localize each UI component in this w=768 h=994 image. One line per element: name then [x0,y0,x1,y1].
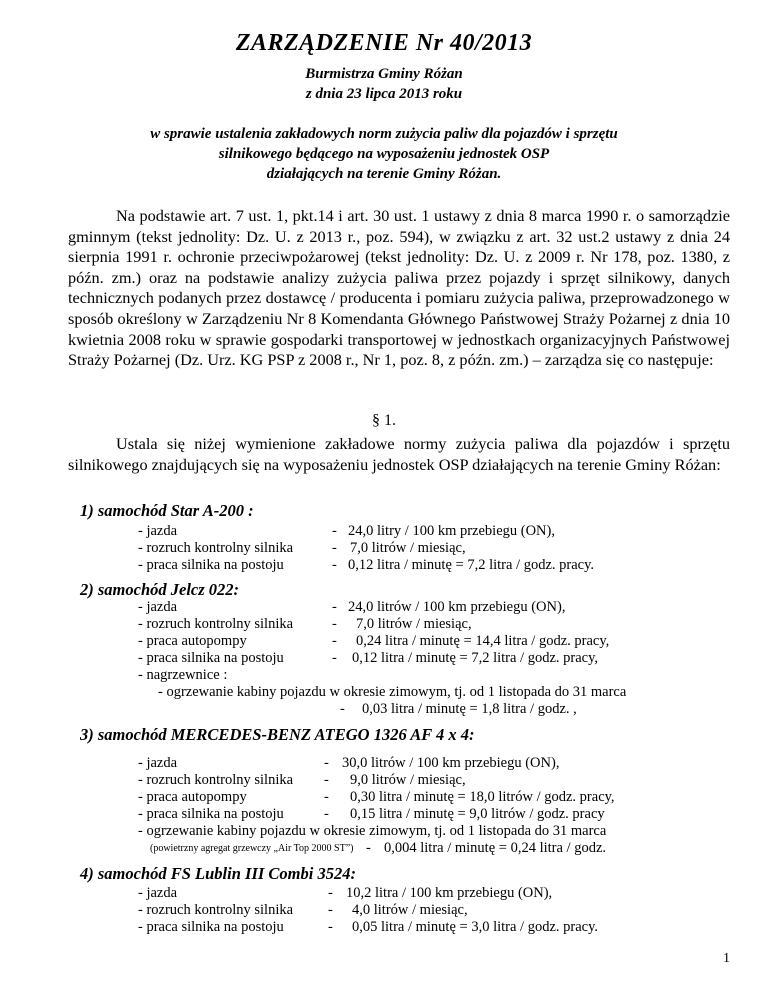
row-value: 0,15 litra / minutę = 9,0 litrów / godz. pracy [350,806,605,822]
row-dash: - [332,523,337,539]
row-dash: - [324,755,329,771]
row-label: - rozruch kontrolny silnika [138,902,294,918]
row-dash: - [332,557,337,573]
row-dash: - [324,806,329,822]
row-label: - rozruch kontrolny silnika [138,616,294,632]
page-number: 1 [723,951,730,966]
row-value: 10,2 litra / 100 km przebiegu (ON), [346,885,553,901]
row-value: 0,12 litra / minutę = 7,2 litra / godz. pracy, [352,650,599,666]
row-label: - jazda [138,599,178,615]
row-value: 0,24 litra / minutę = 14,4 litra / godz. pracy, [356,633,610,649]
row-label: - praca silnika na postoju [138,806,284,822]
section-mark: § 1. [372,412,396,429]
section-1-text [68,434,730,475]
row-value: 24,0 litrów / 100 km przebiegu (ON), [348,599,566,615]
row-dash: - [328,902,333,918]
subject-line-2: silnikowego będącego na wyposażeniu jednostek OSP [218,146,550,162]
row-dash: - [324,789,329,805]
row-dash: - [332,633,337,649]
row-value: 7,0 litrów / miesiąc, [356,616,472,632]
row-dash: - [328,885,333,901]
row-dash: - [332,540,337,556]
preamble-text: Na podstawie art. 7 ust. 1, pkt.14 i art. 30 ust. 1 ustawy z dnia 8 marca 1990 r. o samorządzie gminnym (tekst jednolity: Dz. U. z 2013 r., poz. 594), w związku z art. 32 ust.2 ustawy z dnia 24 sierpnia 1991 r. ochronie przeciwpożarowej (tekst jednolity: Dz. U. z 2009 r. Nr 178, poz. 1380, z późn. zm.) oraz na podstawie analizy zużycia paliwa przez pojazdy i sprzęt silnikowy, danych technicznych podanych przez dostawcę / producenta i pomiaru zużycia paliwa, przeprowadzonego w sposób określony w Zarządzeniu Nr 8 Komendanta Głównego Państwowej Straży Pożarnej z dnia 10 kwietnia 2008 roku w sprawie gospodarki transportowej w jednostkach organizacyjnych Państwowej Straży Pożarnej (Dz. Urz. KG PSP z 2008 r., Nr 1, poz. 8, z późn. zm.) – zarządza się co następuje: [68,206,730,370]
issuer: Burmistrza Gminy Różan [305,66,463,82]
subject-line-1: w sprawie ustalenia zakładowych norm zużycia paliw dla pojazdów i sprzętu [150,126,618,142]
vehicle-2-heating: - ogrzewanie kabiny pojazdu w okresie zimowym, tj. od 1 listopada do 31 marca [158,684,627,700]
vehicle-3-heading: 3) samochód MERCEDES-BENZ ATEGO 1326 AF 4 x 4: [80,725,475,744]
row-value: 0,05 litra / minutę = 3,0 litra / godz. pracy. [352,919,599,935]
row-dash: - [324,772,329,788]
row-value: 0,004 litra / minutę = 0,24 litra / godz. [384,840,607,856]
row-value: 0,30 litra / minutę = 18,0 litrów / godz. pracy, [350,789,615,805]
document-title: ZARZĄDZENIE Nr 40/2013 [235,30,533,56]
vehicle-2-heaters-label: - nagrzewnice : [138,667,228,683]
row-label: - jazda [138,755,178,771]
row-dash: - [332,616,337,632]
document-date: z dnia 23 lipca 2013 roku [305,86,463,102]
row-dash: - [328,919,333,935]
row-label: - rozruch kontrolny silnika [138,772,294,788]
vehicle-1-heading: 1) samochód Star A-200 : [80,501,254,520]
heater-note: (powietrzny agregat grzewczy „Air Top 2000 ST”) [150,843,354,854]
row-dash: - [366,840,371,856]
row-label: - praca autopompy [138,789,247,805]
vehicle-2-heading: 2) samochód Jelcz 022: [80,580,240,599]
vehicle-4-heading: 4) samochód FS Lublin III Combi 3524: [80,864,356,883]
row-label: - praca silnika na postoju [138,919,284,935]
row-value: 30,0 litrów / 100 km przebiegu (ON), [342,755,560,771]
row-label: - praca silnika na postoju [138,650,284,666]
row-value: 0,03 litra / minutę = 1,8 litra / godz. , [362,701,577,717]
row-dash: - [340,701,345,717]
row-dash: - [332,650,337,666]
row-value: 4,0 litrów / miesiąc, [352,902,468,918]
row-value: 9,0 litrów / miesiąc, [350,772,466,788]
row-value: 24,0 litry / 100 km przebiegu (ON), [348,523,555,539]
section-1-body: Ustala się niżej wymienione zakładowe normy zużycia paliwa dla pojazdów i sprzętu silnikowego znajdujących się na wyposażeniu jednostek OSP działających na terenie Gminy Różan: [68,434,730,474]
row-label: - rozruch kontrolny silnika [138,540,294,556]
row-label: - jazda [138,523,178,539]
subject-line-3: działających na terenie Gminy Różan. [266,166,502,182]
row-label: - praca silnika na postoju [138,557,284,573]
row-label: - jazda [138,885,178,901]
row-value: 0,12 litra / minutę = 7,2 litra / godz. pracy. [348,557,595,573]
row-dash: - [332,599,337,615]
row-value: 7,0 litrów / miesiąc, [350,540,466,556]
preamble [68,206,730,371]
vehicle-3-heating: - ogrzewanie kabiny pojazdu w okresie zimowym, tj. od 1 listopada do 31 marca [138,823,607,839]
row-label: - praca autopompy [138,633,247,649]
